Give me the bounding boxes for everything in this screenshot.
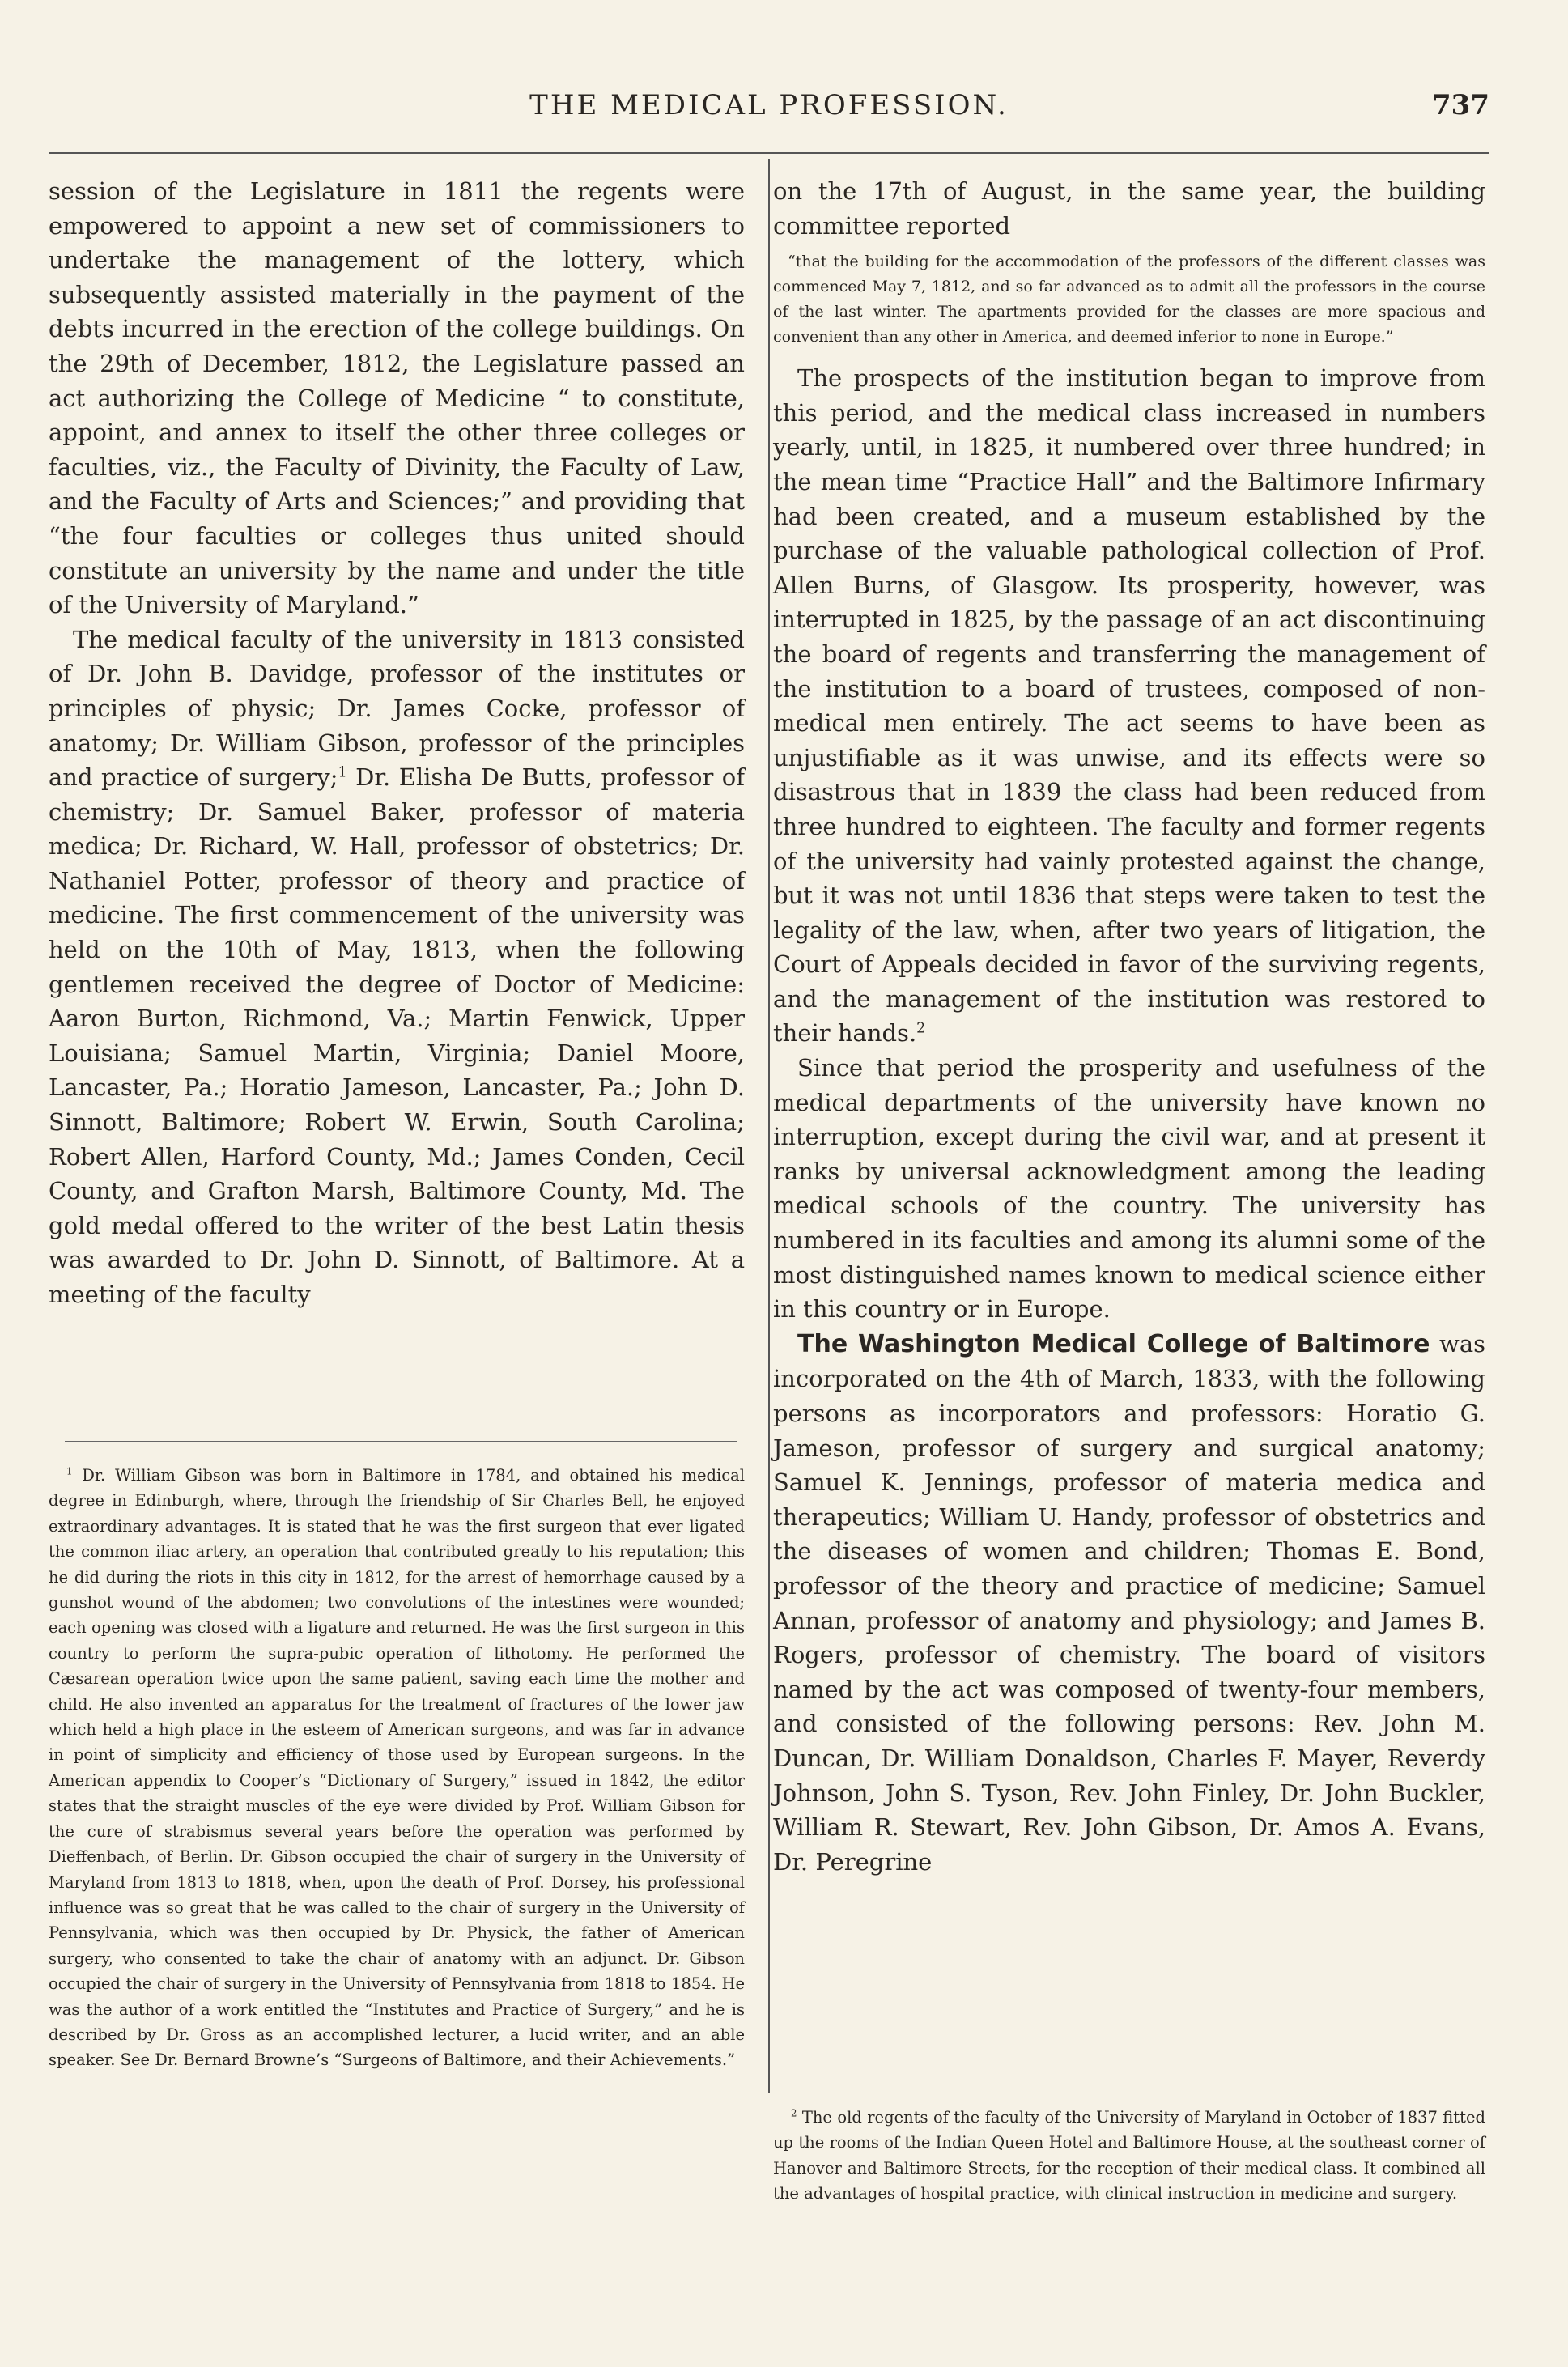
paragraph-text: The prospects of the institution began to improve from this period, and the medical class increased in numbers yearly, until, in 1825, it numbered over three hundred; in the mean time “Practice Hall” and the Baltimore Infirmary had been created, and a museum established by the purchase of the valuable pathological collection of Prof. Allen Burns, of Glasgow. Its prosperity, however, was interrupted in 1825, by the passage of an act discontinuing the board of regents and transferring the management of the institution to a board of trustees, composed of non-medical men entirely. The act seems to have been as unjustifiable as it was unwise, and its effects were so disastrous that in 1839 the class had been reduced from three hundred to eighteen. The faculty and former regents of the university had vainly protested against the change, but it was not until 1836 that steps were taken to test the legality of the law, when, after two years of litigation, the Court of Appeals decided in favor of the surviving regents, and the management of the institution was restored to their hands.: [773, 364, 1485, 1048]
paragraph-text: The medical faculty of the university in 1813 consisted of Dr. John B. Davidge, professor of the institutes or principles of physic; Dr. James Cocke, professor of anatomy; Dr. William Gibson, professor of the principles and practice of surgery;: [49, 625, 745, 792]
footnote-text: Dr. William Gibson was born in Baltimore in 1784, and obtained his medical degree in Edinburgh, where, through the friendship of Sir Charles Bell, he enjoyed extraordinary advantages. It is stated that he was the first surgeon that ever ligated the common iliac artery, an operation that contributed greatly to his reputation; this he did during the riots in this city in 1812, for the arrest of hemorrhage caused by a gunshot wound of the abdomen; two convolutions of the intestines were wounded; each opening was closed with a ligature and returned. He was the first surgeon in this country to perform the supra-pubic operation of lithotomy. He performed the Cæsarean operation twice upon the same patient, saving each time the mother and child. He also invented an apparatus for the treatment of fractures of the lower jaw which held a high place in the esteem of American surgeons, and was far in advance in point of simplicity and efficiency of those used by European surgeons. In the American appendix to Cooper’s “Dictionary of Surgery,” issued in 1842, the editor states that the straight muscles of the eye were divided by Prof. William Gibson for the cure of strabismus several years before the operation was performed by Dieffenbach, of Berlin. Dr. Gibson occupied the chair of surgery in the University of Maryland from 1813 to 1818, when, upon the death of Prof. Dorsey, his professional influence was so great that he was called to the chair of surgery in the University of Pennsylvania, which was then occupied by Dr. Physick, the father of American surgery, who consented to take the chair of anatomy with an adjunct. Dr. Gibson occupied the chair of surgery in the University of Pennsylvania from 1818 to 1854. He was the author of a work entitled the “Institutes and Practice of Surgery,” and he is described by Dr. Gross as an accomplished lecturer, a lucid writer, and an able speaker. See Dr. Bernard Browne’s “Surgeons of Baltimore, and their Achievements.”: [49, 1466, 745, 2070]
paragraph-washington-college: [773, 1327, 1485, 1880]
footnote-number: 2: [791, 2107, 797, 2119]
paragraph-medical-faculty: [49, 623, 745, 1312]
section-heading: The Washington Medical College of Baltimore: [797, 1329, 1430, 1358]
footnote-text: The old regents of the faculty of the University of Maryland in October of 1837 fitted up the rooms of the Indian Queen Hotel and Baltimore House, at the southeast corner of Hanover and Baltimore Streets, for the reception of their medical class. It combined all the advantages of hospital practice, with clinical instruction in medicine and surgery.: [773, 2108, 1485, 2203]
footnote-block-right: [773, 2105, 1485, 2207]
paragraph-text: Dr. Elisha De Butts, professor of chemistry; Dr. Samuel Baker, professor of materia medica; Dr. Richard, W. Hall, professor of obstetrics; Dr. Nathaniel Potter, professor of theory and practice of medicine. The first commencement of the university was held on the 10th of May, 1813, when the following gentlemen received the degree of Doctor of Medicine: Aaron Burton, Richmond, Va.; Martin Fenwick, Upper Louisiana; Samuel Martin, Virginia; Daniel Moore, Lancaster, Pa.; Horatio Jameson, Lancaster, Pa.; John D. Sinnott, Baltimore; Robert W. Erwin, South Carolina; Robert Allen, Harford County, Md.; James Conden, Cecil County, and Grafton Marsh, Baltimore County, Md. The gold medal offered to the writer of the best Latin thesis was awarded to Dr. John D. Sinnott, of Baltimore. At a meeting of the faculty: [49, 763, 745, 1308]
page-number: 737: [1432, 89, 1489, 121]
paragraph-building-committee: on the 17th of August, in the same year, the building committee reported: [773, 177, 1485, 240]
footnote-marker: 1: [338, 764, 347, 781]
footnote-1: [49, 1463, 745, 2073]
paragraph-prospects: [773, 361, 1485, 1051]
footnote-block-left: [49, 1441, 745, 2073]
column-divider: [768, 159, 770, 2093]
footnote-rule: [65, 1441, 737, 1442]
footnote-marker: 2: [916, 1020, 926, 1037]
running-title: THE MEDICAL PROFESSION.: [529, 89, 1009, 121]
paragraph-text: was incorporated on the 4th of March, 1833, with the following persons as incorporators and professors: Horatio G. Jameson, professor of surgery and surgical anatomy; Samuel K. Jennings, professor of materia medica and therapeutics; William U. Handy, professor of obstetrics and the diseases of women and children; Thomas E. Bond, professor of the theory and practice of medicine; Samuel Annan, professor of anatomy and physiology; and James B. Rogers, professor of chemistry. The board of visitors named by the act was composed of twenty-four members, and consisted of the following persons: Rev. John M. Duncan, Dr. William Donaldson, Charles F. Mayer, Reverdy Johnson, John S. Tyson, Rev. John Finley, Dr. John Buckler, William R. Stewart, Rev. John Gibson, Dr. Amos A. Evans, Dr. Peregrine: [773, 1329, 1485, 1876]
header-rule: [49, 152, 1489, 154]
left-column: [49, 174, 745, 1312]
footnote-number: 1: [66, 1465, 73, 1477]
page-header: [49, 89, 1489, 138]
footnote-2: [773, 2105, 1485, 2207]
right-column: [773, 174, 1485, 1879]
paragraph-prosperity: Since that period the prosperity and usefulness of the medical departments of the university have known no interruption, except during the civil war, and at present it ranks by universal acknowledgment among the leading medical schools of the country. The university has numbered in its faculties and among its alumni some of the most distinguished names known to medical science either in this country or in Europe.: [773, 1054, 1485, 1324]
block-quote: “that the building for the accommodation of the professors of the different classes was commenced May 7, 1812, and so far advanced as to admit all the professors in the course of the last winter. The apartments provided for the classes are more spacious and convenient than any other in America, and deemed inferior to none in Europe.”: [773, 253, 1485, 346]
paragraph-legislature: session of the Legislature in 1811 the regents were empowered to appoint a new set of commissioners to undertake the management of the lottery, which subsequently assisted materially in the payment of the debts incurred in the erection of the college buildings. On the 29th of December, 1812, the Legislature passed an act authorizing the College of Medicine “ to constitute, appoint, and annex to itself the other three colleges or faculties, viz., the Faculty of Divinity, the Faculty of Law, and the Faculty of Arts and Sciences;” and providing that “the four faculties or colleges thus united should constitute an university by the name and under the title of the University of Maryland.”: [49, 177, 745, 619]
